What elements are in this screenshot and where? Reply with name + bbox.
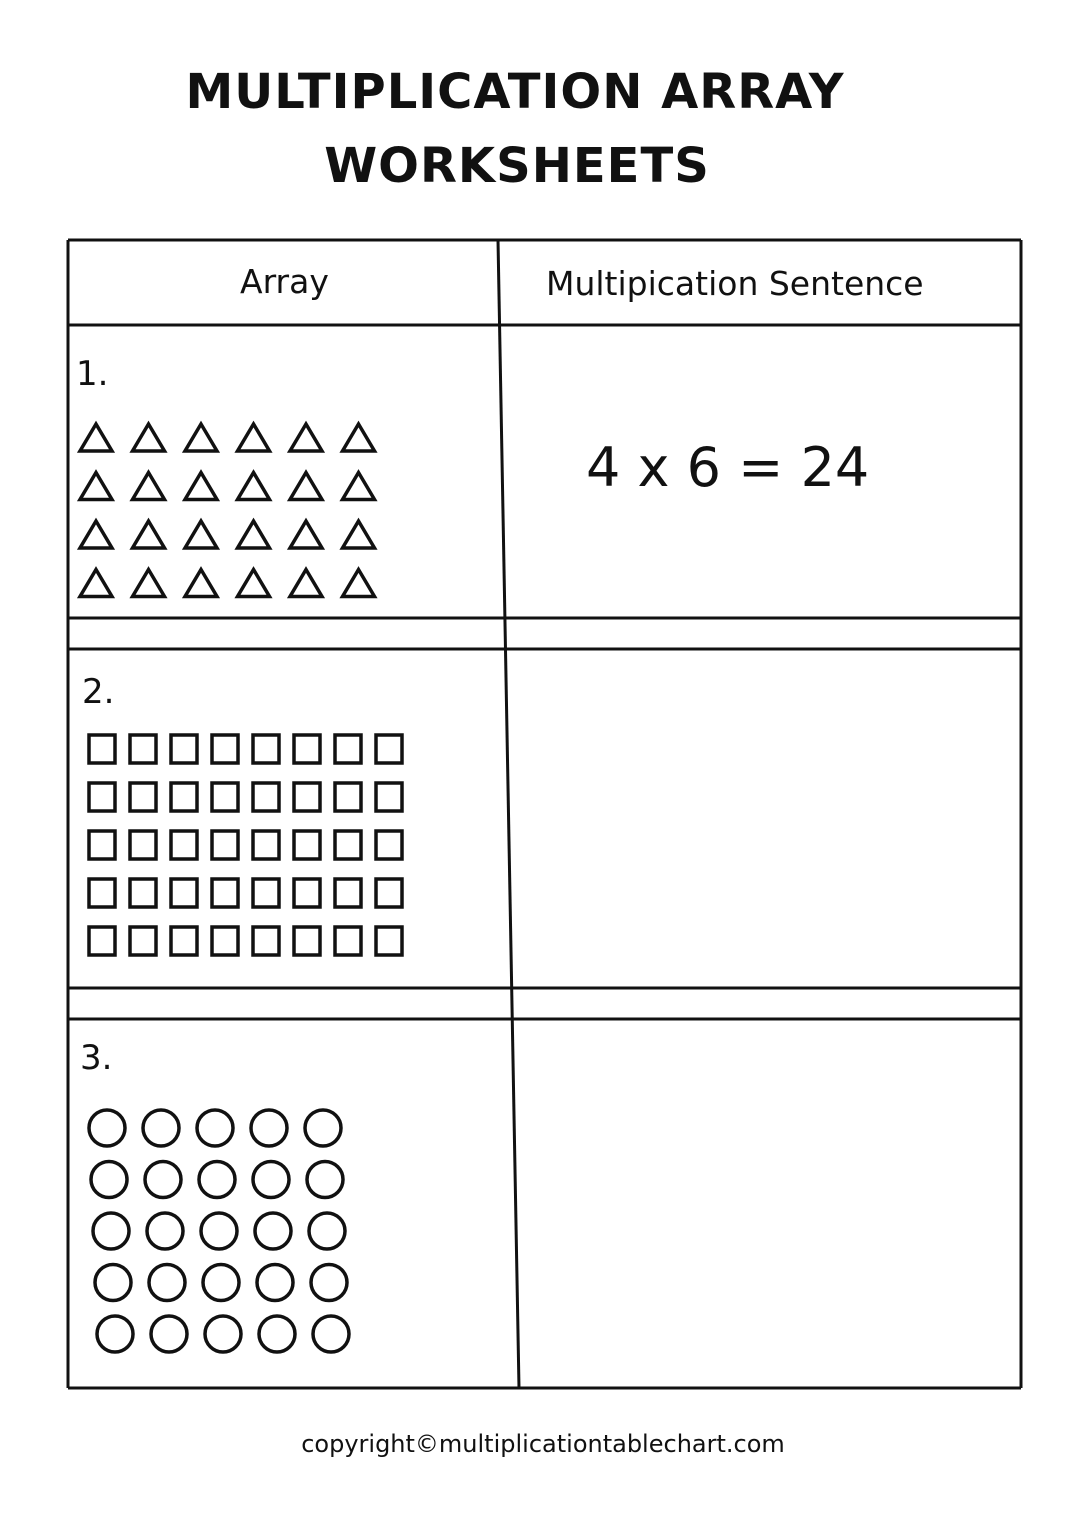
triangle-shape [185, 424, 217, 451]
square-shape [335, 783, 361, 811]
circle-shape [311, 1265, 347, 1301]
triangle-shape [290, 424, 322, 451]
triangle-shape [80, 521, 112, 548]
triangle-shape [238, 424, 270, 451]
circle-shape [151, 1316, 187, 1352]
circle-shape [305, 1110, 341, 1146]
triangle-shape [238, 570, 270, 597]
square-shape [335, 879, 361, 907]
circle-shape [145, 1162, 181, 1198]
circle-shape [253, 1162, 289, 1198]
circle-shape [251, 1110, 287, 1146]
square-shape [212, 783, 238, 811]
triangle-shape [343, 473, 375, 500]
circle-shape [259, 1316, 295, 1352]
circle-shape [149, 1265, 185, 1301]
triangle-shape [290, 521, 322, 548]
square-shape [376, 735, 402, 763]
square-shape [130, 879, 156, 907]
triangle-shape [133, 570, 165, 597]
square-shape [294, 783, 320, 811]
circle-shape [205, 1316, 241, 1352]
circle-shape [89, 1110, 125, 1146]
triangle-shape [238, 521, 270, 548]
circle-shape [91, 1162, 127, 1198]
triangle-shape [185, 473, 217, 500]
circle-shape [197, 1110, 233, 1146]
worksheet-title-line1: MULTIPLICATION ARRAY [185, 64, 845, 120]
square-shape [335, 927, 361, 955]
triangle-shape [133, 521, 165, 548]
square-shape [171, 735, 197, 763]
circle-shape [255, 1213, 291, 1249]
circle-shape [309, 1213, 345, 1249]
triangle-shape [133, 424, 165, 451]
square-shape [171, 831, 197, 859]
triangle-shape [290, 473, 322, 500]
triangle-array [80, 424, 375, 597]
square-shape [376, 783, 402, 811]
square-shape [212, 831, 238, 859]
triangle-shape [290, 570, 322, 597]
square-shape [89, 783, 115, 811]
triangle-shape [343, 521, 375, 548]
square-shape [212, 927, 238, 955]
circle-shape [307, 1162, 343, 1198]
row1-multiplication-sentence: 4 x 6 = 24 [586, 436, 870, 499]
circle-shape [147, 1213, 183, 1249]
square-shape [294, 927, 320, 955]
square-shape [294, 735, 320, 763]
square-shape [335, 831, 361, 859]
circle-shape [313, 1316, 349, 1352]
square-shape [294, 879, 320, 907]
square-shape [376, 831, 402, 859]
array-column-header: Array [240, 262, 329, 301]
square-shape [171, 927, 197, 955]
square-shape [130, 927, 156, 955]
circle-shape [143, 1110, 179, 1146]
row-number-3: 3. [80, 1038, 113, 1078]
square-shape [89, 927, 115, 955]
row-number-1: 1. [76, 354, 109, 394]
row-number-2: 2. [82, 672, 115, 712]
circle-shape [97, 1316, 133, 1352]
circle-shape [95, 1265, 131, 1301]
triangle-shape [343, 424, 375, 451]
square-shape [130, 735, 156, 763]
square-shape [171, 783, 197, 811]
triangle-shape [343, 570, 375, 597]
triangle-shape [80, 570, 112, 597]
square-shape [171, 879, 197, 907]
circle-shape [93, 1213, 129, 1249]
square-shape [376, 927, 402, 955]
worksheet-title-line2: WORKSHEETS [324, 138, 710, 194]
square-shape [89, 735, 115, 763]
sentence-column-header: Multipication Sentence [546, 264, 924, 303]
circle-shape [203, 1265, 239, 1301]
square-shape [335, 735, 361, 763]
square-shape [89, 879, 115, 907]
square-shape [212, 879, 238, 907]
circle-shape [201, 1213, 237, 1249]
square-shape [253, 831, 279, 859]
square-shape [130, 783, 156, 811]
circle-array [89, 1110, 349, 1352]
copyright-footer: copyright©multiplicationtablechart.com [301, 1430, 785, 1458]
square-shape [130, 831, 156, 859]
square-shape [89, 831, 115, 859]
triangle-shape [185, 570, 217, 597]
square-array [89, 735, 402, 955]
square-shape [212, 735, 238, 763]
square-shape [253, 783, 279, 811]
triangle-shape [185, 521, 217, 548]
triangle-shape [238, 473, 270, 500]
triangle-shape [80, 424, 112, 451]
square-shape [294, 831, 320, 859]
square-shape [376, 879, 402, 907]
circle-shape [257, 1265, 293, 1301]
table-column-divider [498, 240, 519, 1388]
square-shape [253, 879, 279, 907]
triangle-shape [80, 473, 112, 500]
circle-shape [199, 1162, 235, 1198]
square-shape [253, 927, 279, 955]
triangle-shape [133, 473, 165, 500]
square-shape [253, 735, 279, 763]
